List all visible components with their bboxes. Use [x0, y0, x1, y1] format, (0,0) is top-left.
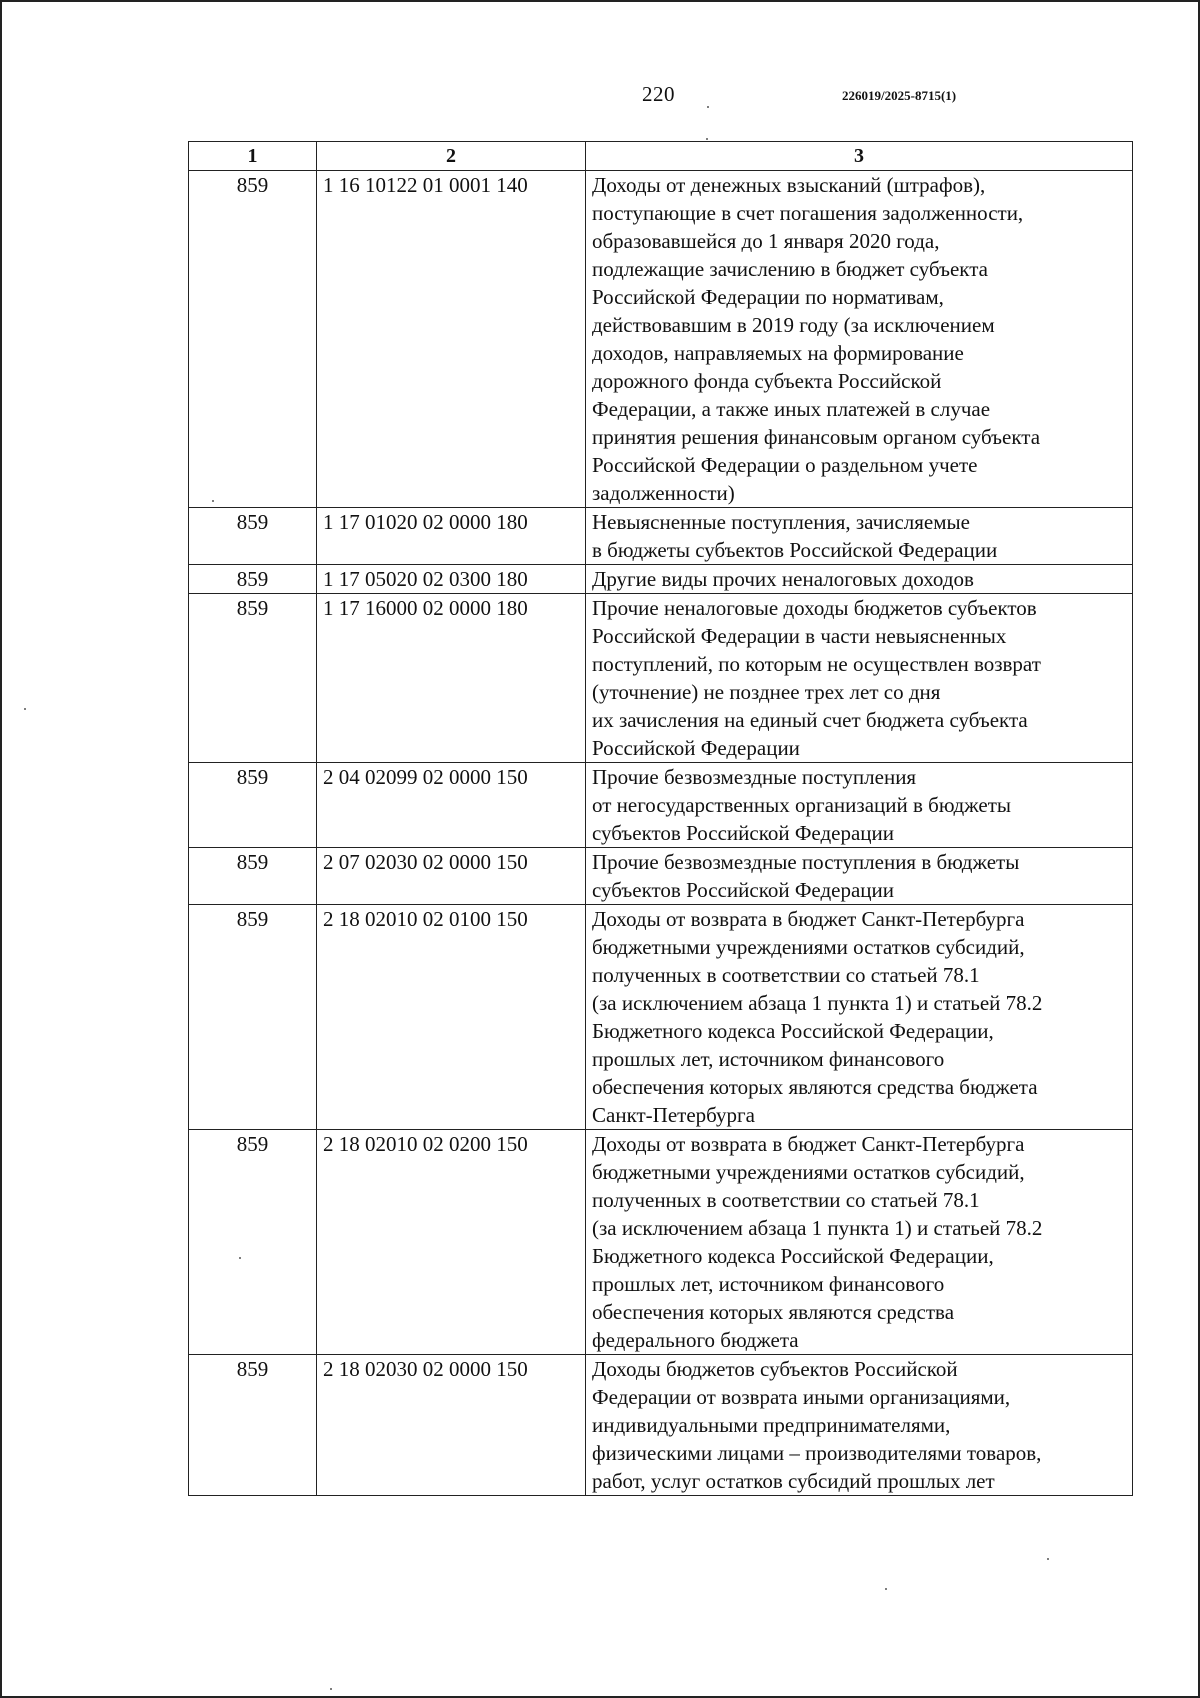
administrator-code: 859 — [189, 171, 317, 508]
document-id: 226019/2025-8715(1) — [842, 88, 957, 103]
table-header-row — [189, 142, 1133, 171]
budget-classification-code: 2 04 02099 02 0000 150 — [317, 763, 586, 848]
revenue-description: Другие виды прочих неналоговых доходов — [586, 565, 1133, 594]
column-header-3: 3 — [586, 142, 1133, 171]
budget-classification-code: 2 07 02030 02 0000 150 — [317, 848, 586, 905]
budget-classification-code: 1 17 16000 02 0000 180 — [317, 594, 586, 763]
column-header-1: 1 — [189, 142, 317, 171]
table-row — [189, 1355, 1133, 1496]
page-number: 220 — [642, 82, 675, 106]
revenue-description: Прочие безвозмездные поступления от негосударственных организаций в бюджеты субъектов Российской Федерации — [586, 763, 1133, 848]
scan-speck — [330, 1688, 332, 1690]
budget-classification-code: 2 18 02030 02 0000 150 — [317, 1355, 586, 1496]
revenue-description: Доходы от денежных взысканий (штрафов), поступающие в счет погашения задолженности, образовавшейся до 1 января 2020 года, подлежащие зачислению в бюджет субъекта Российской Федерации по нормативам, действовавшим в 2019 году (за исключением доходов, направляемых на формирование дорожного фонда субъекта Российской Федерации, а также иных платежей в случае принятия решения финансовым органом субъекта Российской Федерации о раздельном учете задолженности) — [586, 171, 1133, 508]
budget-classification-code: 1 16 10122 01 0001 140 — [317, 171, 586, 508]
table-row — [189, 848, 1133, 905]
table-row — [189, 1130, 1133, 1355]
budget-classification-code: 1 17 01020 02 0000 180 — [317, 508, 586, 565]
administrator-code: 859 — [189, 1355, 317, 1496]
revenue-description: Прочие безвозмездные поступления в бюджеты субъектов Российской Федерации — [586, 848, 1133, 905]
scan-speck — [707, 106, 709, 108]
budget-classification-code: 2 18 02010 02 0200 150 — [317, 1130, 586, 1355]
revenue-description: Доходы от возврата в бюджет Санкт-Петербурга бюджетными учреждениями остатков субсидий, полученных в соответствии со статьей 78.1 (за исключением абзаца 1 пункта 1) и статьей 78.2 Бюджетного кодекса Российской Федерации, прошлых лет, источником финансового обеспечения которых являются средства бюджета Санкт-Петербурга — [586, 905, 1133, 1130]
table-row — [189, 565, 1133, 594]
administrator-code: 859 — [189, 565, 317, 594]
table-row — [189, 905, 1133, 1130]
revenue-description: Невыясненные поступления, зачисляемые в бюджеты субъектов Российской Федерации — [586, 508, 1133, 565]
column-header-2: 2 — [317, 142, 586, 171]
scan-speck — [1047, 1558, 1049, 1560]
table-row — [189, 763, 1133, 848]
revenue-codes-table — [188, 141, 1133, 1496]
budget-classification-code: 1 17 05020 02 0300 180 — [317, 565, 586, 594]
scan-speck — [885, 1588, 887, 1590]
budget-classification-code: 2 18 02010 02 0100 150 — [317, 905, 586, 1130]
administrator-code: 859 — [189, 763, 317, 848]
table-row — [189, 171, 1133, 508]
revenue-description: Доходы от возврата в бюджет Санкт-Петербурга бюджетными учреждениями остатков субсидий, полученных в соответствии со статьей 78.1 (за исключением абзаца 1 пункта 1) и статьей 78.2 Бюджетного кодекса Российской Федерации, прошлых лет, источником финансового обеспечения которых являются средства федерального бюджета — [586, 1130, 1133, 1355]
revenue-description: Прочие неналоговые доходы бюджетов субъектов Российской Федерации в части невыясненных поступлений, по которым не осуществлен возврат (уточнение) не позднее трех лет со дня их зачисления на единый счет бюджета субъекта Российской Федерации — [586, 594, 1133, 763]
administrator-code: 859 — [189, 848, 317, 905]
administrator-code: 859 — [189, 905, 317, 1130]
table-row — [189, 594, 1133, 763]
administrator-code: 859 — [189, 508, 317, 565]
administrator-code: 859 — [189, 594, 317, 763]
scan-speck — [706, 138, 708, 140]
revenue-description: Доходы бюджетов субъектов Российской Федерации от возврата иными организациями, индивидуальными предпринимателями, физическими лицами – производителями товаров, работ, услуг остатков субсидий прошлых лет — [586, 1355, 1133, 1496]
administrator-code: 859 — [189, 1130, 317, 1355]
table-row — [189, 508, 1133, 565]
scan-speck — [24, 708, 26, 710]
